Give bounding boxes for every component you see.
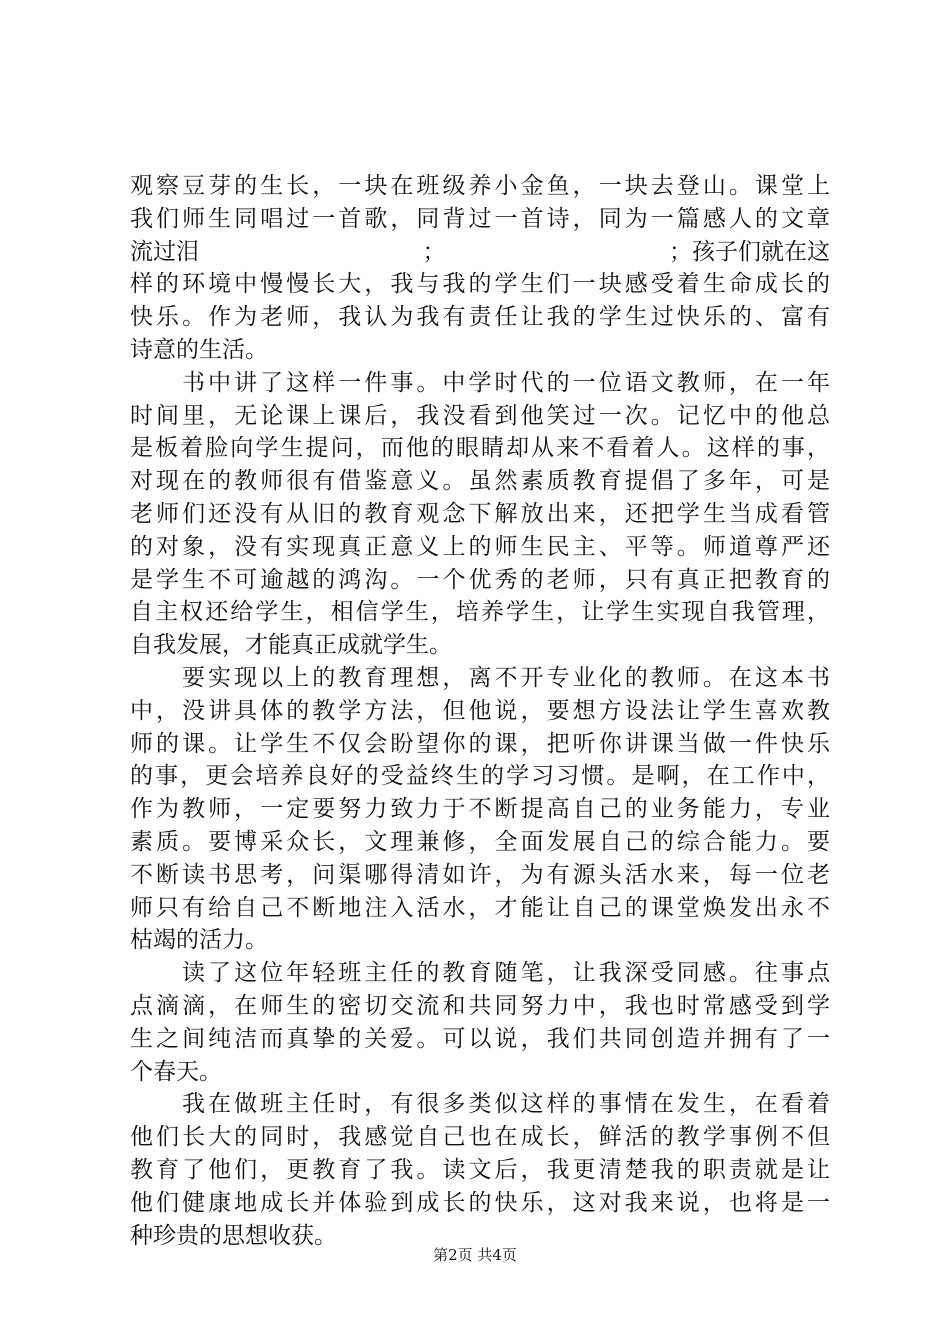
paragraph-start: 读了这位年轻班主任的教育随笔，让我深受同感。往事点: [182, 960, 830, 987]
text-line: 种珍贵的思想收获。: [130, 1222, 337, 1249]
text-line: 老师们还没有从旧的教育观念下解放出来，还把学生当成看管: [130, 500, 830, 527]
text-line: 中，没讲具体的教学方法，但他说，要想方设法让学生喜欢教: [130, 697, 830, 724]
text-line: 对现在的教师很有借鉴意义。虽然素质教育提倡了多年，可是: [130, 468, 830, 495]
page-number-label: 第2页 共4页: [433, 1246, 517, 1264]
paragraph-start: 我在做班主任时，有很多类似这样的事情在发生，在看着: [182, 1091, 830, 1118]
paragraph-start: 书中讲了这样一件事。中学时代的一位语文教师，在一年: [182, 369, 830, 396]
text-line: 自主权还给学生，相信学生，培养学生，让学生实现自我管理，: [130, 599, 830, 626]
text-line: 素质。要博采众长，文理兼修，全面发展自己的综合能力。要: [130, 828, 830, 855]
text-line-gapped: [130, 236, 830, 269]
text-line: 时间里，无论课上课后，我没看到他笑过一次。记忆中的他总: [130, 402, 830, 429]
text-line: 的事，更会培养良好的受益终生的学习习惯。是啊，在工作中，: [130, 763, 830, 790]
text-line: 生之间纯洁而真挚的关爱。可以说，我们共同创造并拥有了一: [130, 1025, 830, 1052]
paragraph-start: 要实现以上的教育理想，离不开专业化的教师。在这本书: [182, 664, 830, 691]
text-line: 诗意的生活。: [130, 336, 268, 363]
text-line: 的对象，没有实现真正意义上的师生民主、平等。师道尊严还: [130, 533, 830, 560]
text-fragment: 流过泪: [130, 238, 199, 265]
text-line: 是学生不可逾越的鸿沟。一个优秀的老师，只有真正把教育的: [130, 566, 830, 593]
text-line: 他们长大的同时，我感觉自己也在成长，鲜活的教学事例不但: [130, 1124, 830, 1151]
text-line: 师的课。让学生不仅会盼望你的课，把听你讲课当做一件快乐: [130, 730, 830, 757]
text-line: 枯竭的活力。: [130, 927, 268, 954]
text-line: 点滴滴，在师生的密切交流和共同努力中，我也时常感受到学: [130, 992, 830, 1019]
text-fragment: ；孩子们就在这: [669, 238, 830, 265]
text-line: 个春天。: [130, 1058, 222, 1085]
text-line: 师只有给自己不断地注入活水，才能让自己的课堂焕发出永不: [130, 894, 830, 921]
text-line: 他们健康地成长并体验到成长的快乐，这对我来说，也将是一: [130, 1189, 830, 1216]
text-line: 自我发展，才能真正成就学生。: [130, 632, 452, 659]
text-fragment: ；: [422, 238, 446, 265]
text-line: 样的环境中慢慢长大，我与我的学生们一块感受着生命成长的: [130, 271, 830, 298]
body-text: [130, 170, 830, 1252]
text-line: 作为教师，一定要努力致力于不断提高自己的业务能力，专业: [130, 796, 830, 823]
text-line: 我们师生同唱过一首歌，同背过一首诗，同为一篇感人的文章: [130, 205, 830, 232]
page-footer: [0, 1245, 950, 1265]
text-line: 快乐。作为老师，我认为我有责任让我的学生过快乐的、富有: [130, 304, 830, 331]
text-line: 是板着脸向学生提问，而他的眼睛却从来不看着人。这样的事，: [130, 435, 830, 462]
text-line: 教育了他们，更教育了我。读文后，我更清楚我的职责就是让: [130, 1156, 830, 1183]
text-line: 观察豆芽的生长，一块在班级养小金鱼，一块去登山。课堂上: [130, 173, 830, 199]
text-line: 不断读书思考，问渠哪得清如许，为有源头活水来，每一位老: [130, 861, 830, 888]
